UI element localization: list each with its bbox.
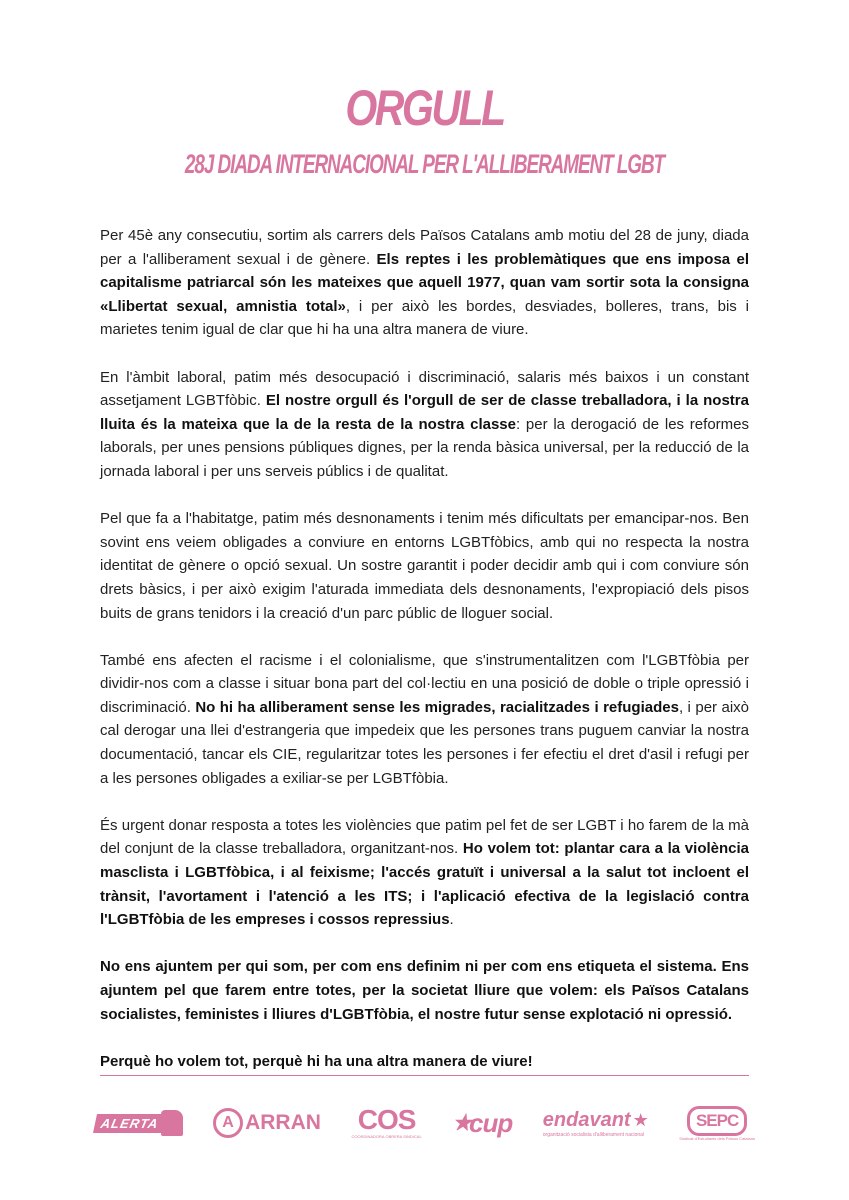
footer-divider	[100, 1075, 749, 1076]
alerta-solidaria-logo	[95, 1110, 183, 1136]
cup-wordmark: cup	[468, 1107, 513, 1138]
text-run: : per la derogació de les reformes laborals, per unes pensions públiques dignes, per la renda bàsica universal, per la reducció de la jornada laboral i per uns serveis públics i de qualitat.	[100, 415, 749, 480]
page-title: ORGULL	[345, 80, 504, 136]
arran-logo	[213, 1108, 321, 1138]
closing-slogan	[100, 1050, 749, 1074]
bold-text: El nostre orgull és l'orgull de ser de classe treballadora, i la nostra lluita és la mateixa que la de la resta de la nostra classe	[100, 392, 749, 433]
text-run: .	[449, 911, 454, 929]
text-run: En l'àmbit laboral, patim més desocupació i discriminació, salaris més baixos i un constant assetjament LGBTfòbic.	[100, 368, 749, 410]
star-icon: ★	[452, 1110, 471, 1135]
bold-text: Ho volem tot: plantar cara a la violència masclista i LGBTfòbica, i al feixisme; l'accés gratuït i universal a la salut tot incloent el trànsit, l'avortament i l'atenció a les ITS; i l'aplicació efectiva de la legislació contra l'LGBTfòbia de les empreses i cossos repressius	[100, 840, 750, 929]
sepc-logo	[679, 1106, 755, 1141]
text-run: És urgent donar resposta a totes les violències que patim pel fet de ser LGBT i ho farem de la mà del conjunt de la classe treballadora, organitzant-nos.	[100, 816, 749, 858]
bold-text: No ens ajuntem per qui som, per com ens definim ni per com ens etiqueta el sistema. Ens ajuntem pel que farem entre totes, per la societat lliure que volem: els Països Catalans socialistes, feministes i lliures d'LGBTfòbia, el nostre futur sense explotació ni opressió.	[100, 958, 749, 1023]
paragraph	[100, 649, 749, 791]
cos-logo	[351, 1106, 421, 1140]
footer-logos	[95, 1098, 755, 1148]
manifesto-body	[100, 224, 749, 1097]
alerta-wordmark: ALERTA	[93, 1114, 167, 1133]
text-run: , i per això les bordes, desviades, bolleres, trans, bis i marietes tenim igual de clar que hi ha una altra manera de viure.	[100, 297, 750, 339]
text-run: Pel que fa a l'habitatge, patim més desnonaments i tenim més dificultats per emancipar-nos. Ben sovint ens veiem obligades a conviure en entorns LGBTfòbics, amb qui no respecta la nostra identitat de gènere o opció sexual. Un sostre garantit i poder decidir amb qui i com conviure són drets bàsics, i per això exigim l'aturada immediata dels desnonaments, l'expropiació dels pisos buits de grans tenidors i la creació d'un parc públic de lloguer social.	[100, 510, 749, 622]
text-run: , i per això cal derogar una llei d'estrangeria que impedeix que les persones trans puguem canviar la nostra documentació, tancar els CIE, regularitzar totes les persones i fer efectiu el dret d'asil i refugi per a les persones obligades a exiliar-se per LGBTfòbia.	[100, 698, 749, 787]
text-run: També ens afecten el racisme i el colonialisme, que s'instrumentalitzen com l'LGBTfòbia per dividir-nos com a classe i situar bona part del col·lectiu en una posició de doble o triple opressió i discriminació.	[100, 651, 749, 716]
paragraph	[100, 366, 749, 484]
paragraph	[100, 224, 749, 342]
star-icon: ★	[632, 1109, 649, 1130]
bold-text: Els reptes i les problemàtiques que ens imposa el capitalisme patriarcal són les mateixes que aquell 1977, quan vam sortir sota la consigna «Llibertat sexual, amnistia total»	[100, 250, 749, 315]
endavant-tagline: organització socialista d'alliberament nacional	[542, 1131, 645, 1138]
cos-tagline: COORDINADORA OBRERA SINDICAL	[351, 1134, 422, 1139]
endavant-logo	[543, 1109, 649, 1138]
paragraph	[100, 507, 749, 625]
text-run: Per 45è any consecutiu, sortim als carrers dels Països Catalans amb motiu del 28 de juny, diada per a l'alliberament sexual i de gènere.	[100, 227, 749, 268]
page-subtitle: 28J DIADA INTERNACIONAL PER L'ALLIBERAMENT LGBT	[184, 149, 665, 179]
cup-logo	[452, 1108, 512, 1139]
sepc-wordmark: SEPC	[687, 1106, 747, 1136]
paragraph	[100, 814, 749, 932]
cos-wordmark: COS	[357, 1104, 416, 1135]
bold-text: Perquè ho volem tot, perquè hi ha una altra manera de viure!	[100, 1052, 533, 1070]
sepc-tagline: Sindicat d'Estudiants dels Països Catalans	[679, 1135, 755, 1141]
arran-wordmark: ARRAN	[245, 1111, 321, 1134]
bold-text: No hi ha alliberament sense les migrades, racialitzades i refugiades	[195, 698, 679, 716]
arran-symbol-icon: A	[213, 1108, 243, 1138]
paragraph	[100, 955, 749, 1026]
endavant-wordmark: endavant	[542, 1108, 631, 1131]
